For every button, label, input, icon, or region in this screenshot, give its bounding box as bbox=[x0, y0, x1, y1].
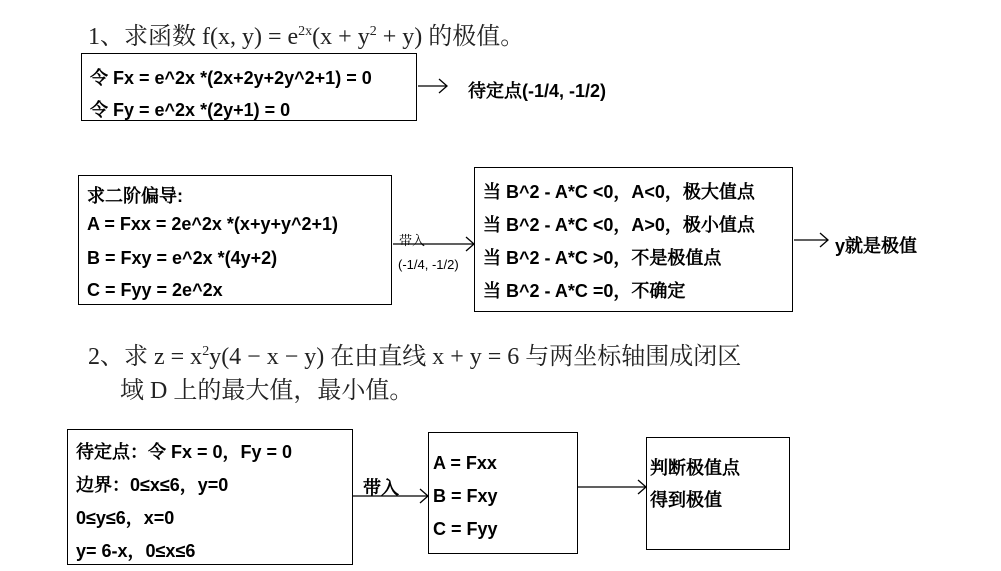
result-extreme-label: y就是极值 bbox=[835, 236, 918, 256]
arrow-to-result bbox=[794, 233, 828, 247]
b-fxy-label: B = Fxy bbox=[433, 486, 498, 506]
fy-equation: 令 Fy = e^2x *(2y+1) = 0 bbox=[90, 100, 291, 120]
arrow-substitute-2 bbox=[353, 489, 428, 503]
obtain-extreme-label: 得到极值 bbox=[650, 490, 722, 510]
problem-2-statement-line2: 域 D 上的最大值，最小值。 bbox=[120, 378, 414, 404]
judge-extreme-label: 判断极值点 bbox=[650, 458, 740, 478]
arrow-to-judge bbox=[578, 480, 646, 494]
substitute-label-2: 带入 bbox=[363, 478, 399, 498]
substitute-point: (-1/4, -1/2) bbox=[398, 257, 459, 272]
c-fyy-equation: C = Fyy = 2e^2x bbox=[87, 280, 223, 300]
arrow-to-critical-point bbox=[418, 79, 447, 93]
a-fxx-equation: A = Fxx = 2e^2x *(x+y+y^2+1) bbox=[87, 214, 339, 234]
boundary-y0-line: 边界：0≤x≤6，y=0 bbox=[76, 475, 229, 495]
second-partials-title: 求二阶偏导: bbox=[87, 186, 183, 206]
problem-1-statement: 1、求函数 f(x, $y) = e^{2x}(x + y^2 + y)$ 的极值。 bbox=[88, 24, 525, 50]
b-fxy-equation: B = Fxy = e^2x *(4y+2) bbox=[87, 248, 278, 268]
substitute-label: 带入 bbox=[399, 233, 426, 248]
condition-min: 当 B^2 - A*C <0，A>0，极小值点 bbox=[483, 215, 755, 235]
condition-not-extreme: 当 B^2 - A*C >0，不是极值点 bbox=[483, 248, 722, 268]
problem-2-statement-line1: 2、求 $z = x^2y(4 - x - y)$ 在由直线 x + y = 6 与两坐标轴围成闭区 bbox=[88, 344, 742, 370]
boundary-diagonal-line: y= 6-x，0≤x≤6 bbox=[76, 541, 196, 561]
critical-points-line: 待定点：令 Fx = 0，Fy = 0 bbox=[76, 442, 293, 462]
boundary-x0-line: 0≤y≤6，x=0 bbox=[76, 508, 175, 528]
fx-equation: 令 Fx = e^2x *(2x+2y+2y^2+1) = 0 bbox=[90, 68, 372, 88]
condition-max: 当 B^2 - A*C <0，A<0，极大值点 bbox=[483, 182, 755, 202]
condition-undetermined: 当 B^2 - A*C =0，不确定 bbox=[483, 281, 686, 301]
arrow-substitute bbox=[393, 237, 474, 251]
c-fyy-label: C = Fyy bbox=[433, 519, 498, 539]
a-fxx-label: A = Fxx bbox=[433, 453, 497, 473]
critical-point-label: 待定点(-1/4, -1/2) bbox=[468, 81, 607, 101]
